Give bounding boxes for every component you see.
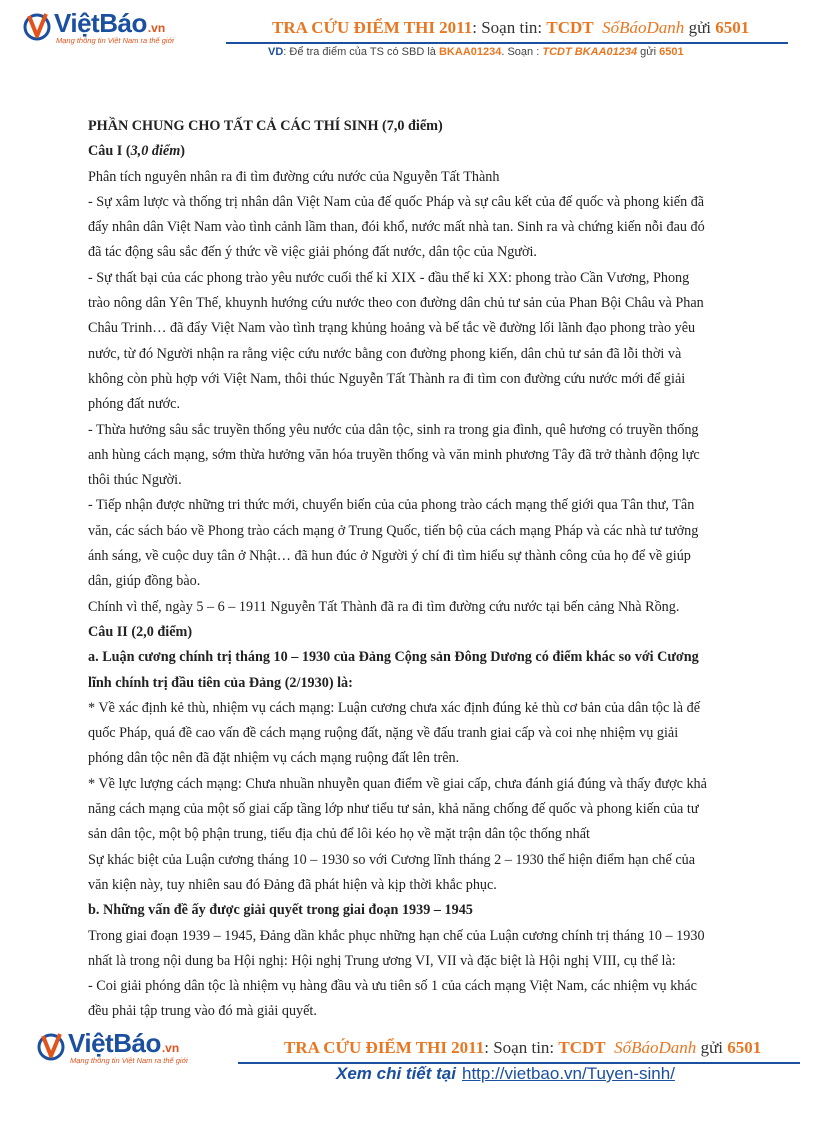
logo-tld: .vn xyxy=(147,21,166,35)
vietbao-logo[interactable] xyxy=(22,10,174,45)
logo-word-viet: Việt xyxy=(54,8,100,38)
q2a-line: * Về lực lượng cách mạng: Chưa nhuần nhuyễn quan điểm về giai cấp, chưa đánh giá đúng và thấy được khả xyxy=(88,775,707,792)
promo-sbd: SốBáoDanh xyxy=(602,18,685,37)
header-rule xyxy=(226,42,788,44)
promo-code: TCDT xyxy=(558,1038,606,1057)
page-header xyxy=(0,0,816,66)
q1-line: đẩy nhân dân Việt Nam vào tình cảnh lầm than, đói khổ, nước mất nhà tan. Sinh ra và chứng kiến nỗi đau đó xyxy=(88,219,705,236)
q2b-line: nhất là trong nội dung ba Hội nghị: Hội nghị Trung ương VI, VII và đặc biệt là Hội nghị VIII, cụ thể là: xyxy=(88,952,676,969)
footer-promo xyxy=(284,1038,761,1058)
vd-label: VD xyxy=(268,46,284,58)
q2a-line: sản dân tộc, một bộ phận trung, tiểu địa chủ để lôi kéo họ về mặt trận dân tộc thống nhất xyxy=(88,826,590,843)
vietbao-logo-mark-icon xyxy=(36,1030,66,1062)
section-title: PHẦN CHUNG CHO TẤT CẢ CÁC THÍ SINH (7,0 điểm) xyxy=(88,118,443,134)
q1-line: Chính vì thế, ngày 5 – 6 – 1911 Nguyễn Tất Thành đã ra đi tìm đường cứu nước tại bến cảng Nhà Rồng. xyxy=(88,598,680,615)
logo-word-viet: Việt xyxy=(68,1028,114,1058)
q1-line: trào nông dân Yên Thế, khuynh hướng cứu nước theo con đường dân chủ tư sản của Phan Bội Châu và Phan xyxy=(88,295,704,312)
vietbao-logo-footer[interactable] xyxy=(36,1030,188,1065)
footer-url-link[interactable]: http://vietbao.vn/Tuyen-sinh/ xyxy=(461,1064,675,1083)
q2a-line: phóng dân tộc nên đã đặt nhiệm vụ cách mạng ruộng đất lên trên. xyxy=(88,750,460,767)
vd-mid: . Soạn : xyxy=(501,46,543,58)
q1-line: phóng đất nước. xyxy=(88,396,181,413)
logo-word-bao: Báo xyxy=(113,1028,161,1058)
promo-title: TRA CỨU ĐIỂM THI 2011 xyxy=(272,18,473,37)
q2b-line: đều phải tập trung vào đó mà giải quyết. xyxy=(88,1003,317,1020)
q1-line: - Sự thất bại của các phong trào yêu nước cuối thế kỉ XIX - đầu thế kỉ XX: phong trào Cần Vương, Phong xyxy=(88,269,690,286)
q2a-title: lĩnh chính trị đầu tiên của Đảng (2/1930) là: xyxy=(88,674,353,691)
promo-number: 6501 xyxy=(727,1038,762,1057)
q1-line: - Thừa hưởng sâu sắc truyền thống yêu nước của dân tộc, sinh ra trong gia đình, quê hương có truyền thống xyxy=(88,421,699,438)
promo-number: 6501 xyxy=(715,18,750,37)
q2b-line: - Coi giải phóng dân tộc là nhiệm vụ hàng đầu và ưu tiên số 1 của cách mạng Việt Nam, các nhiệm vụ khác xyxy=(88,978,697,995)
vietbao-logo-mark-icon xyxy=(22,10,52,42)
document-body xyxy=(88,114,750,1025)
promo-gui: gửi xyxy=(696,1038,728,1057)
footer-link-line xyxy=(336,1064,675,1084)
q1-line: dân, giúp đồng bào. xyxy=(88,573,201,590)
question-2-heading: Câu II (2,0 điểm) xyxy=(88,623,193,640)
promo-gui: gửi xyxy=(684,18,716,37)
q2a-line: * Về xác định kẻ thù, nhiệm vụ cách mạng: Luận cương chưa xác định đúng kẻ thù cơ bản của dân tộc là đế xyxy=(88,699,701,716)
vd-gui: gửi xyxy=(637,46,660,58)
promo-title: TRA CỨU ĐIỂM THI 2011 xyxy=(284,1038,485,1057)
promo-code: TCDT xyxy=(546,18,594,37)
header-promo xyxy=(272,18,749,38)
q1-line: ánh sáng, về cuộc duy tân ở Nhật… đã hun đúc ở Người ý chí đi tìm hiểu sự thành công của họ để về giúp xyxy=(88,548,691,565)
q1-line: đã tác động sâu sắc đến ý thức về việc giải phóng đất nước, dân tộc của Người. xyxy=(88,244,537,261)
q1-line: nước, từ đó Người nhận ra rằng việc cứu nước bằng con đường phong kiến, dân chủ tư sản đã lỗi thời và xyxy=(88,345,682,362)
promo-sbd: SốBáoDanh xyxy=(614,1038,697,1057)
logo-slogan: Mạng thông tin Việt Nam ra thế giới xyxy=(70,1056,188,1065)
vd-sbd2: BKAA01234 xyxy=(571,46,638,58)
q1-line: - Sự xâm lược và thống trị nhân dân Việt Nam của đế quốc Pháp và sự câu kết của đế quốc và phong kiến đã xyxy=(88,193,705,210)
q1-line: thôi thúc Người. xyxy=(88,472,182,489)
q1-line: văn, các sách báo về Phong trào cách mạng ở Trung Quốc, tiến bộ của cách mạng Pháp và các nhà tư tưởng xyxy=(88,522,699,539)
logo-word-bao: Báo xyxy=(99,8,147,38)
footer-see-more: Xem chi tiết tại xyxy=(336,1064,456,1083)
vd-number: 6501 xyxy=(659,46,684,58)
vd-tcdt: TCDT xyxy=(542,46,572,58)
logo-tld: .vn xyxy=(161,1041,180,1055)
question-1-points: 3,0 điểm xyxy=(130,143,181,160)
question-1-heading: Câu I (3,0 điểm) xyxy=(88,143,185,160)
q2a-title: a. Luận cương chính trị tháng 10 – 1930 của Đảng Cộng sản Đông Dương có điểm khác so với Cương xyxy=(88,649,699,666)
q1-line: không còn phù hợp với Việt Nam, thôi thúc Nguyễn Tất Thành ra đi tìm con đường cứu nước mới để giải xyxy=(88,370,686,387)
header-example xyxy=(268,46,684,58)
q1-line: anh hùng cách mạng, sớm thừa hưởng văn hóa truyền thống và văn minh phương Tây đã trở thành động lực xyxy=(88,446,700,463)
q1-line: Châu Trinh… đã đẩy Việt Nam vào tình trạng khủng hoảng và bế tắc về đường lối lãnh đạo phong trào yêu xyxy=(88,320,696,337)
q2a-line: năng cách mạng của một số giai cấp tầng lớp như tiểu tư sản, khả năng chống đế quốc và phong kiến của tư xyxy=(88,801,699,818)
promo-sms-label: : Soạn tin: xyxy=(472,18,547,37)
q2b-title: b. Những vấn đề ấy được giải quyết trong giai đoạn 1939 – 1945 xyxy=(88,902,473,919)
logo-slogan: Mạng thông tin Việt Nam ra thế giới xyxy=(56,36,174,45)
q2a-line: Sự khác biệt của Luận cương tháng 10 – 1930 so với Cương lĩnh tháng 2 – 1930 thể hiện điểm hạn chế của xyxy=(88,851,696,868)
q2a-line: văn kiện này, tuy nhiên sau đó Đảng đã phát hiện và kịp thời khắc phục. xyxy=(88,876,497,893)
vd-sbd: BKAA01234 xyxy=(438,46,502,58)
vd-text: : Để tra điểm của TS có SBD là xyxy=(283,46,439,58)
promo-sms-label: : Soạn tin: xyxy=(484,1038,559,1057)
q1-line: Phân tích nguyên nhân ra đi tìm đường cứu nước của Nguyễn Tất Thành xyxy=(88,168,500,185)
q2a-line: quốc Pháp, quá đề cao vấn đề cách mạng ruộng đất, nặng về đấu tranh giai cấp và coi nhẹ nhiệm vụ giải xyxy=(88,725,679,742)
q2b-line: Trong giai đoạn 1939 – 1945, Đảng dần khắc phục những hạn chế của Luận cương chính trị tháng 10 – 1930 xyxy=(88,927,705,944)
q1-line: - Tiếp nhận được những tri thức mới, chuyển biến của của phong trào cách mạng thế giới qua Tân thư, Tân xyxy=(88,497,695,514)
